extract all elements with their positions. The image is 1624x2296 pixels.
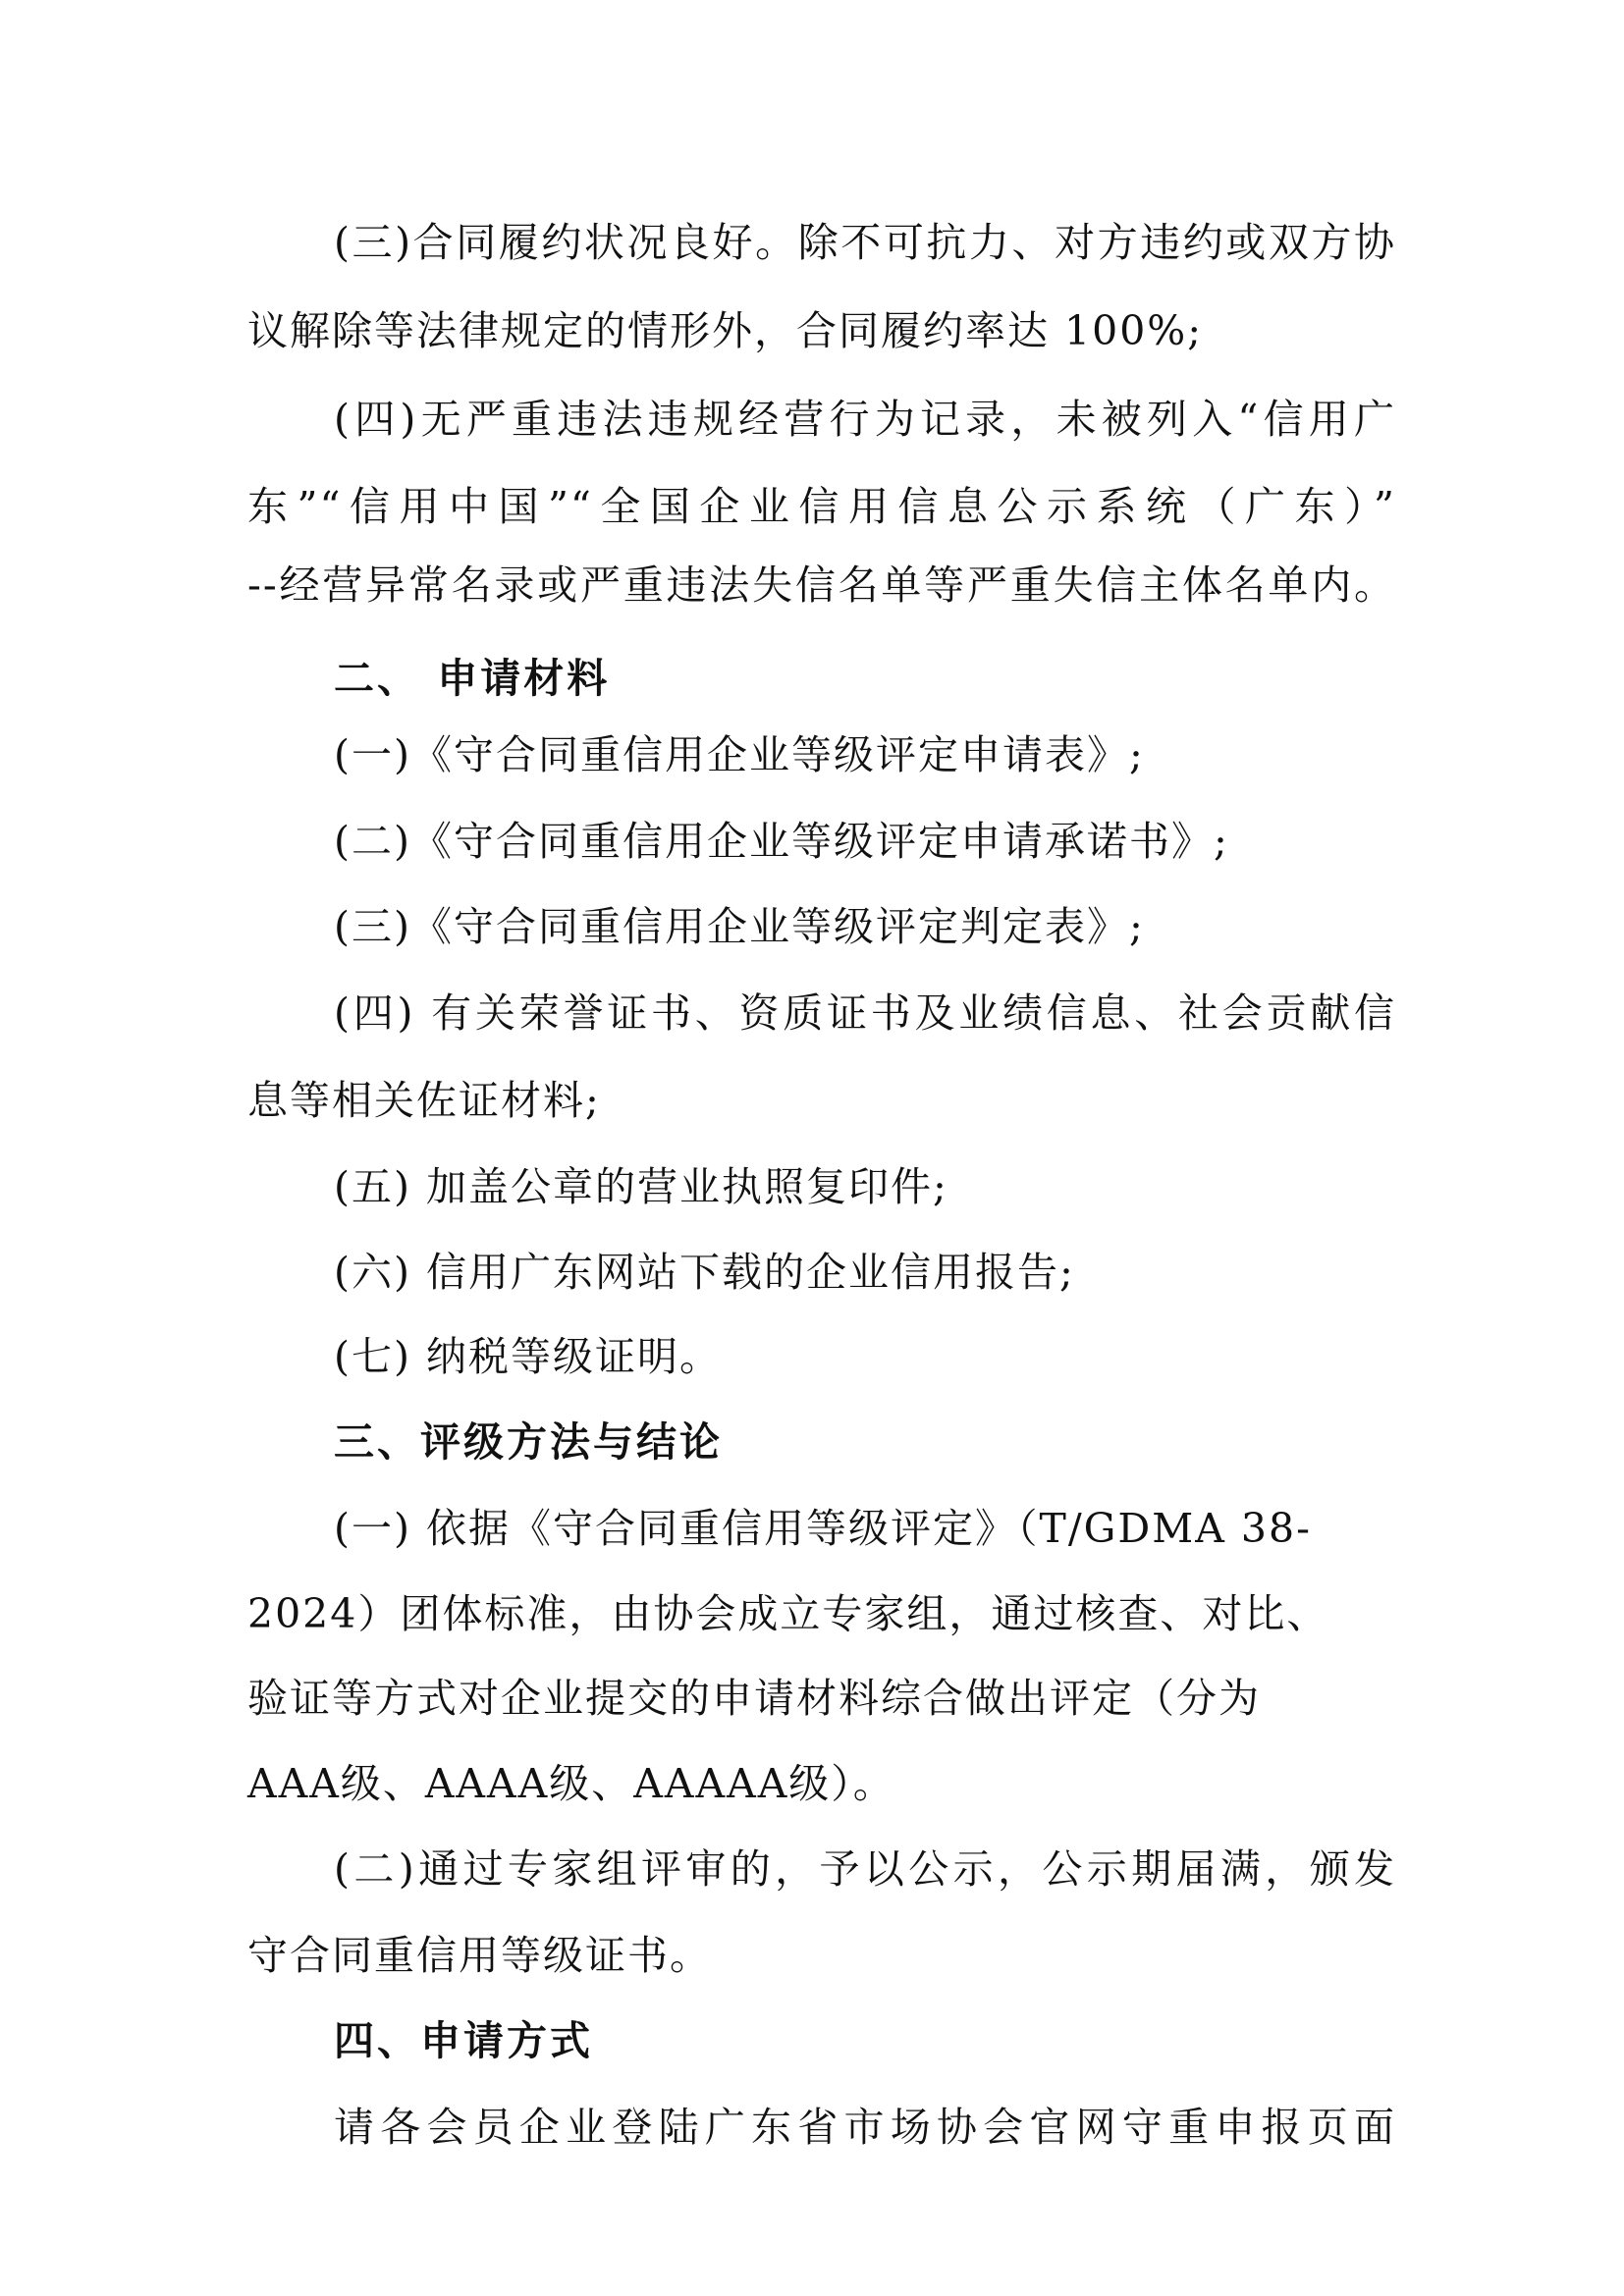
paragraph-line: AAA级、AAAA级、AAAAA级）。 [247,1760,895,1807]
paragraph-line: (三)合同履约状况良好。除不可抗力、对方违约或双方协 [334,219,1396,266]
list-item: (三)《守合同重信用企业等级评定判定表》; [334,903,1145,950]
list-item: (七) 纳税等级证明。 [334,1333,723,1380]
section-heading: 四、申请方式 [334,2017,593,2064]
paragraph-line: 验证等方式对企业提交的申请材料综合做出评定（分为 [247,1675,1261,1722]
paragraph-line: --经营异常名录或严重违法失信名单等严重失信主体名单内。 [247,561,1396,609]
paragraph-line: 议解除等法律规定的情形外，合同履约率达 100%; [247,307,1204,354]
paragraph-line: 2024）团体标准，由协会成立专家组，通过核查、对比、 [247,1590,1329,1637]
list-item: (六) 信用广东网站下载的企业信用报告; [334,1249,1075,1296]
paragraph-line: 守合同重信用等级证书。 [247,1932,712,1979]
section-heading: 二、 申请材料 [334,655,611,702]
paragraph-line: 息等相关佐证材料; [247,1077,601,1124]
list-item: (一)《守合同重信用企业等级评定申请表》; [334,731,1145,778]
list-item: (五) 加盖公章的营业执照复印件; [334,1163,948,1210]
paragraph-line: (二)通过专家组评审的，予以公示，公示期届满，颁发 [334,1845,1396,1893]
list-item: (二)《守合同重信用企业等级评定申请承诺书》; [334,818,1229,865]
paragraph-line: (一) 依据《守合同重信用等级评定》（T/GDMA 38- [334,1505,1312,1552]
section-heading: 三、评级方法与结论 [334,1418,723,1466]
paragraph-line: (四)无严重违法违规经营行为记录，未被列入“信用广 [334,396,1396,443]
paragraph-line: 请各会员企业登陆广东省市场协会官网守重申报页面 [334,2104,1396,2151]
paragraph-line: 东”“信用中国”“全国企业信用信息公示系统（广东）” [247,483,1396,530]
list-item: (四) 有关荣誉证书、资质证书及业绩信息、社会贡献信 [334,989,1396,1037]
